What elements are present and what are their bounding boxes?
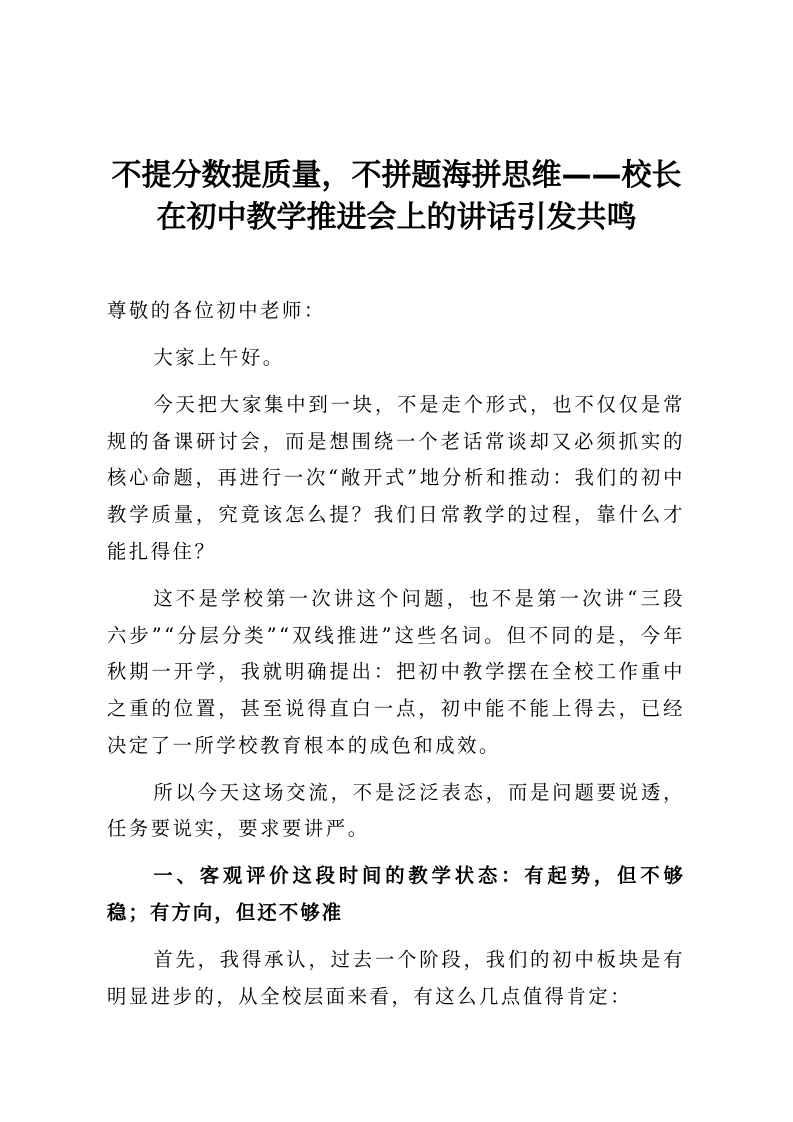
salutation: 尊敬的各位初中老师： (107, 299, 326, 322)
section-heading: 一、客观评价这段时间的教学状态：有起势，但不够稳；有方向，但还不够准 (107, 864, 685, 925)
paragraph-purpose: 今天把大家集中到一块，不是走个形式，也不仅仅是常规的备课研讨会，而是想围绕一个老话常谈却又必须抓实的核心命题，再进行一次“敞开式”地分析和推动：我们的初中教学质量，究竟该怎么提？我们日常教学的过程，靠什么才能扎得住？ (107, 393, 685, 563)
paragraph-intent: 所以今天这场交流，不是泛泛表态，而是问题要说透，任务要说实，要求要讲严。 (107, 780, 685, 841)
document-body (107, 293, 685, 1026)
paragraph-greeting: 大家上午好。 (153, 346, 285, 369)
document-title: 不提分数提质量，不拼题海拼思维——校长在初中教学推进会上的讲话引发共鸣 (111, 158, 682, 235)
paragraph-assessment: 首先，我得承认，过去一个阶段，我们的初中板块是有明显进步的，从全校层面来看，有这么几点值得肯定： (107, 948, 685, 1008)
paragraph-context: 这不是学校第一次讲这个问题，也不是第一次讲“三段六步”“分层分类”“双线推进”这些名词。但不同的是，今年秋期一开学，我就明确提出：把初中教学摆在全校工作重中之重的位置，甚至说得直白一点，初中能不能上得去，已经决定了一所学校教育根本的成色和成效。 (107, 586, 685, 757)
